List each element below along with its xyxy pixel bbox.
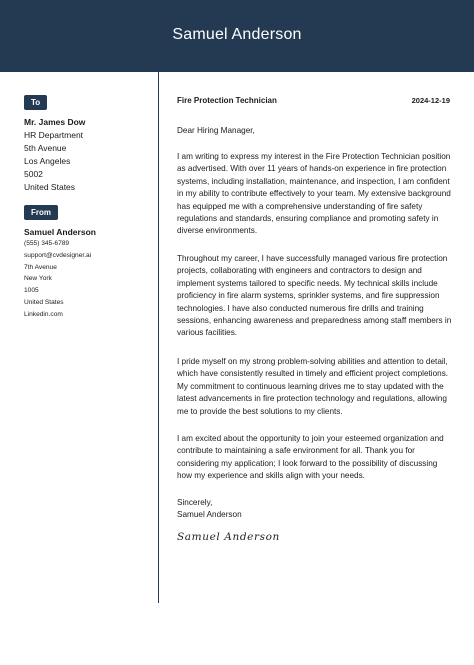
recipient-line: HR Department	[24, 129, 84, 140]
applicant-name: Samuel Anderson	[172, 26, 302, 43]
header-banner	[0, 0, 474, 72]
handwritten-signature: Samuel Anderson	[177, 531, 280, 543]
vertical-divider	[158, 72, 159, 603]
sender-line: United States	[24, 298, 64, 306]
sender-name: Samuel Anderson	[24, 227, 96, 237]
recipient-line: Los Angeles	[24, 155, 71, 166]
paragraph: I am excited about the opportunity to join your esteemed organization and contribute to maintaining a safe environment for all. Thank you for considering my application; I look forward to the possibility of discussing how my experience and skills align with your needs.	[177, 434, 444, 481]
recipient-line: United States	[24, 181, 76, 192]
job-title: Fire Protection Technician	[177, 96, 277, 105]
paragraph: I am writing to express my interest in the Fire Protection Technician position as advertised. With over 11 years of hands-on experience in fire protection systems, including installation, maintenance, and inspection, I am confident in my ability to contribute effectively to your team. My extensive background has equipped me with a comprehensive understanding of fire safety regulations and standards, ensuring compliance and promoting safety in diverse environments.	[177, 152, 451, 236]
sender-line: 7th Avenue	[24, 263, 57, 271]
recipient-address	[24, 116, 85, 193]
letter-date: 2024-12-19	[411, 96, 450, 105]
recipient-name: Mr. James Dow	[24, 117, 86, 127]
closing: Sincerely,	[177, 498, 213, 507]
salutation: Dear Hiring Manager,	[177, 126, 255, 135]
recipient-line: 5th Avenue	[24, 142, 67, 153]
sender-address	[24, 226, 96, 321]
closing-name: Samuel Anderson	[177, 510, 242, 520]
paragraph: I pride myself on my strong problem-solving abilities and attention to detail, which have consistently resulted in timely and efficient project completions. My commitment to continuous learning drives me to stay updated with the latest advancements in fire protection technology and regulations, allowing me to provide the best solutions to my clients.	[177, 357, 449, 416]
recipient-line: 5002	[24, 168, 43, 179]
sender-phone: (555) 345-6789	[24, 240, 70, 247]
sender-email: support@cvdesigner.ai	[24, 251, 92, 259]
sender-line: 1005	[24, 287, 39, 295]
sender-line: New York	[24, 275, 52, 283]
sender-linkedin: Linkedin.com	[24, 310, 63, 318]
from-badge: From	[24, 205, 58, 220]
paragraph: Throughout my career, I have successfully managed various fire protection projects, collaborating with engineers and contractors to design and implement systems tailored to specific needs. My technical skills include proficiency in fire alarm systems, sprinkler systems, and fire suppression technologies. I have also conducted numerous fire drills and training sessions, enhancing awareness and preparedness among staff members in various facilities.	[177, 254, 452, 338]
to-badge: To	[24, 95, 47, 110]
